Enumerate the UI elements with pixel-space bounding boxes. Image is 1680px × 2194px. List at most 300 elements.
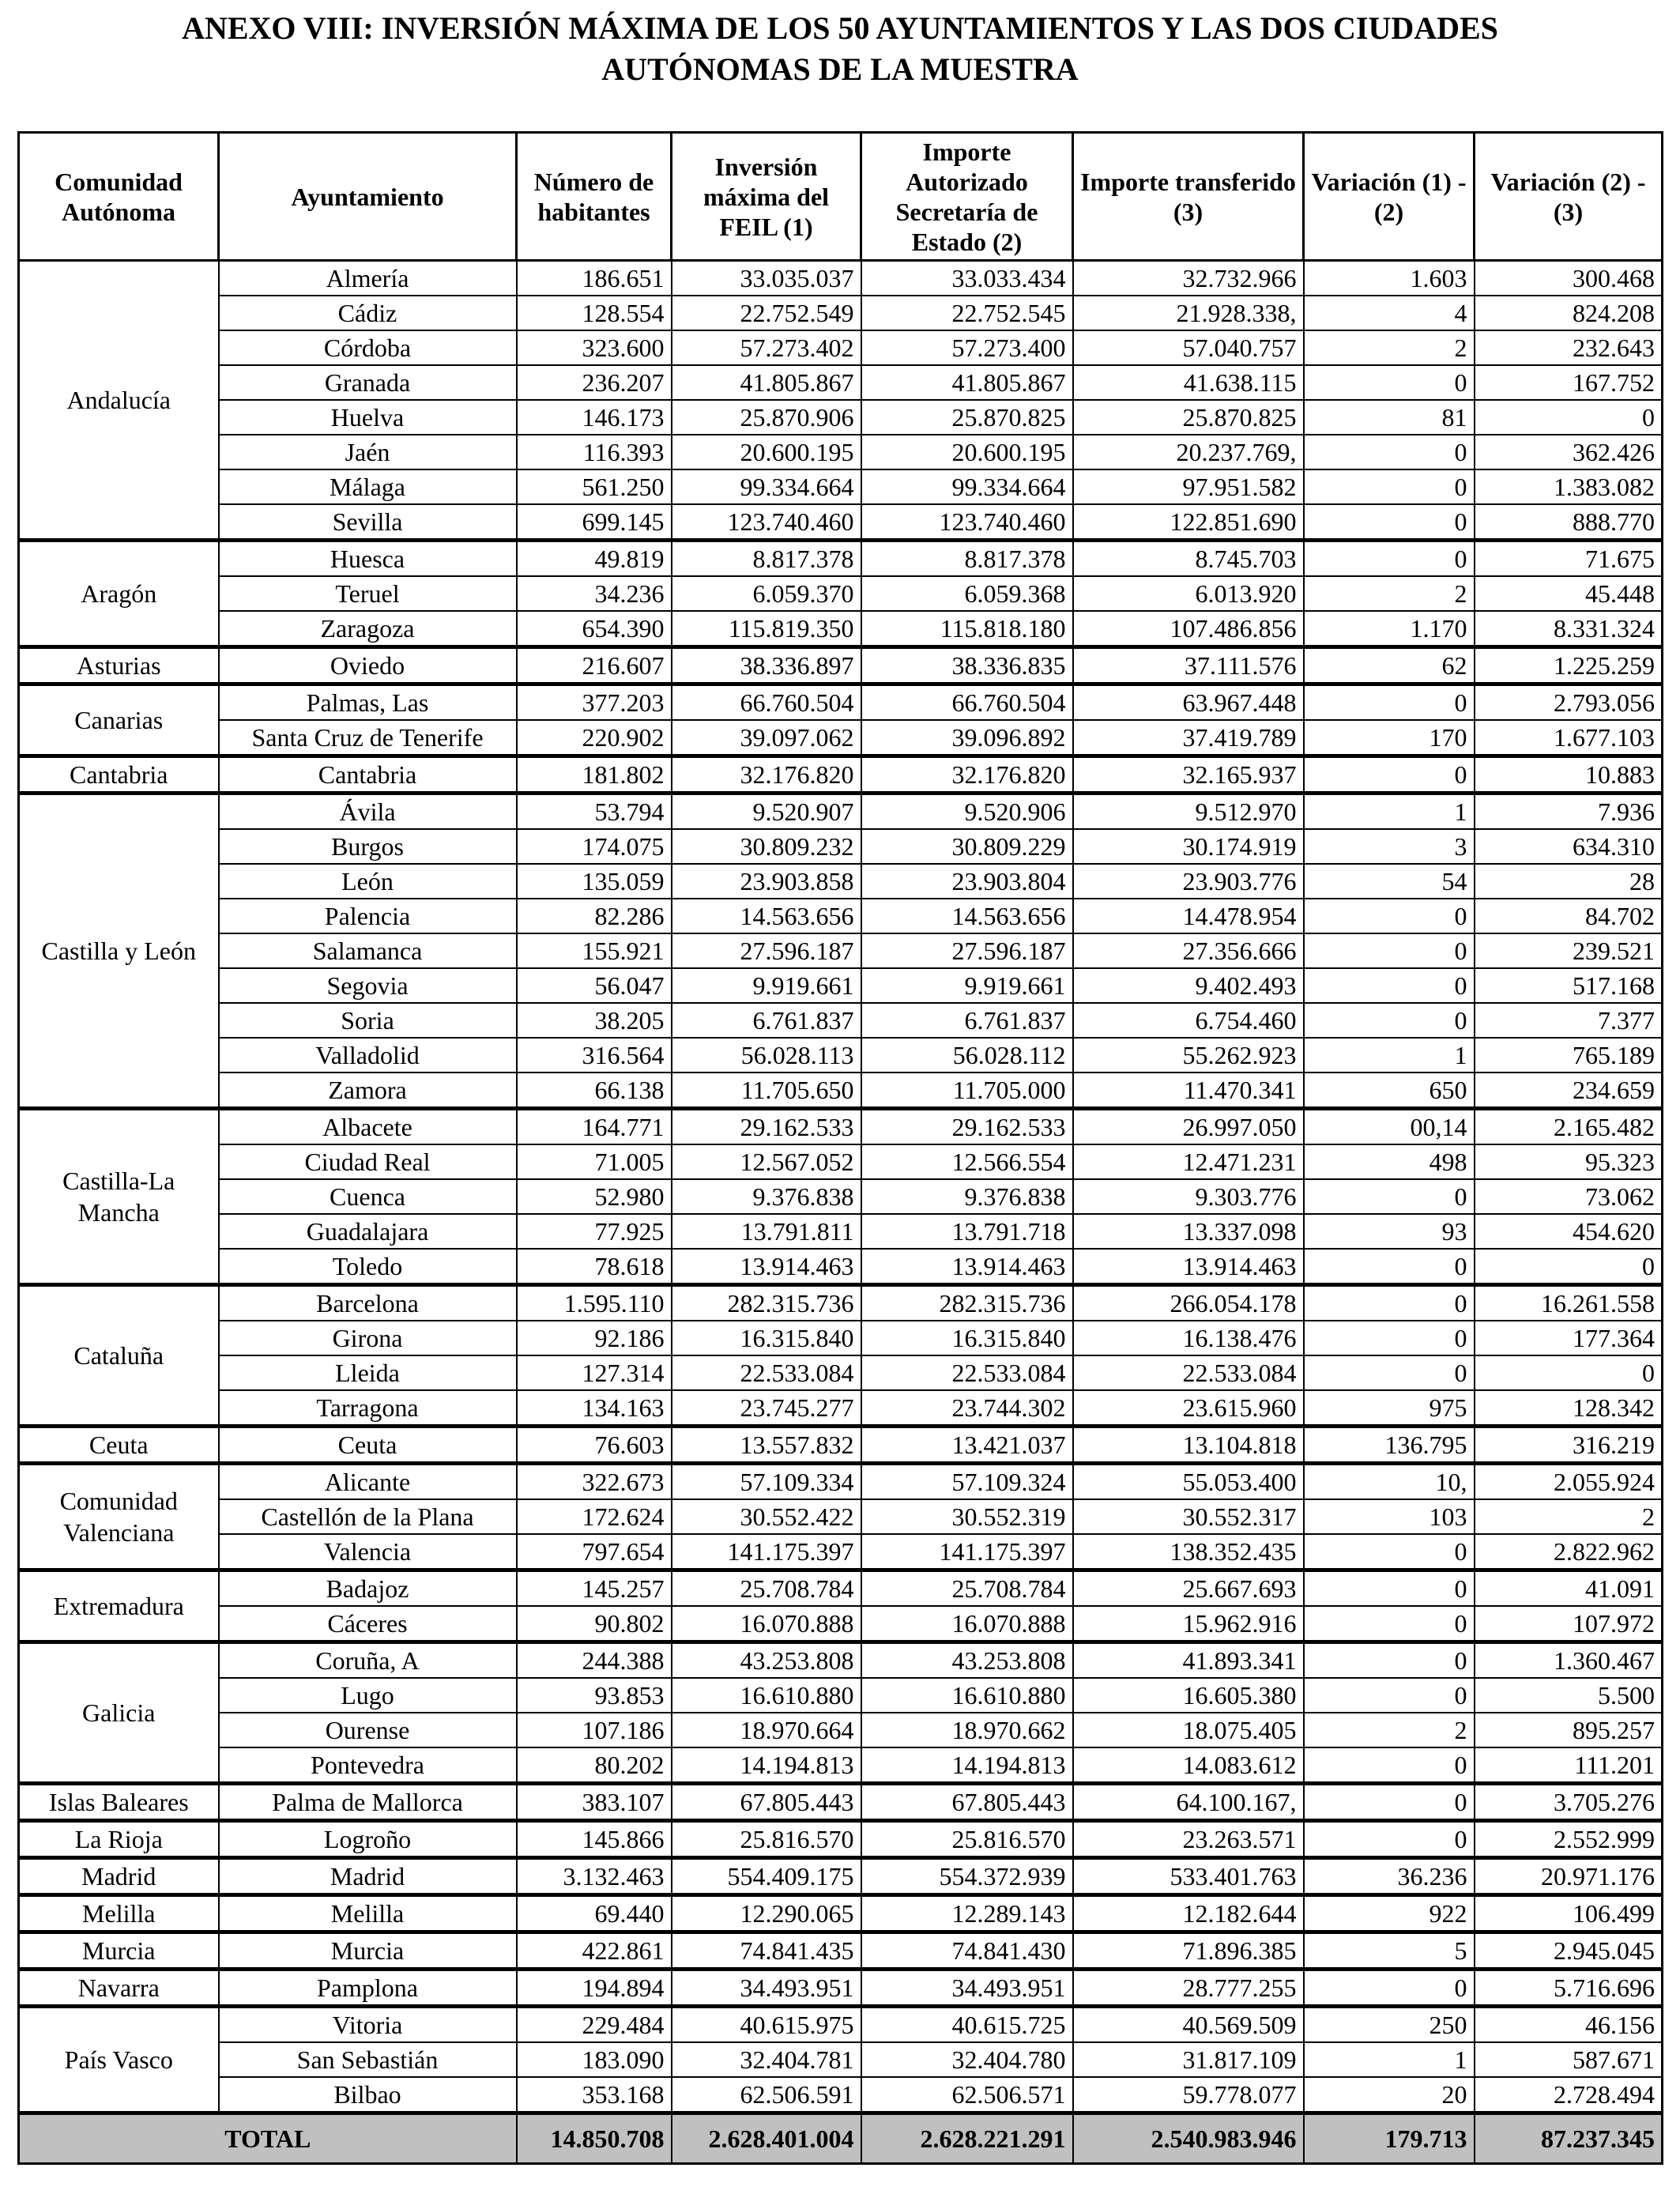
title-line-1: ANEXO VIII: INVERSIÓN MÁXIMA DE LOS 50 AYUNTAMIENTOS Y LAS DOS CIUDADES bbox=[182, 10, 1498, 46]
cell-habitantes: 229.484 bbox=[517, 2007, 672, 2043]
total-inversion: 2.628.401.004 bbox=[672, 2113, 861, 2164]
cell-comunidad: Castilla-La Mancha bbox=[19, 1109, 219, 1285]
cell-inversion: 123.740.460 bbox=[672, 504, 861, 541]
table-row bbox=[19, 1038, 1663, 1072]
cell-ayuntamiento: Córdoba bbox=[219, 330, 517, 365]
col-header-habitantes: Número de habitantes bbox=[517, 133, 672, 261]
cell-inversion: 12.567.052 bbox=[672, 1144, 861, 1179]
cell-ayuntamiento: Huelva bbox=[219, 400, 517, 435]
cell-variacion-2-3: 895.257 bbox=[1475, 1713, 1663, 1747]
cell-ayuntamiento: Palencia bbox=[219, 899, 517, 933]
cell-importe-autorizado: 23.903.804 bbox=[861, 864, 1073, 899]
cell-comunidad: Asturias bbox=[19, 647, 219, 684]
cell-importe-autorizado: 6.761.837 bbox=[861, 1003, 1073, 1038]
total-importe-autorizado: 2.628.221.291 bbox=[861, 2113, 1073, 2164]
table-row bbox=[19, 1179, 1663, 1214]
cell-habitantes: 194.894 bbox=[517, 1970, 672, 2007]
cell-habitantes: 316.564 bbox=[517, 1038, 672, 1072]
cell-variacion-2-3: 16.261.558 bbox=[1475, 1285, 1663, 1321]
cell-habitantes: 216.607 bbox=[517, 647, 672, 684]
cell-comunidad: Aragón bbox=[19, 541, 219, 647]
cell-habitantes: 145.866 bbox=[517, 1821, 672, 1858]
cell-variacion-2-3: 234.659 bbox=[1475, 1072, 1663, 1109]
table-row bbox=[19, 1821, 1663, 1858]
cell-variacion-2-3: 2.793.056 bbox=[1475, 684, 1663, 721]
cell-inversion: 9.919.661 bbox=[672, 968, 861, 1003]
cell-importe-transferido: 59.778.077 bbox=[1073, 2077, 1304, 2113]
cell-importe-transferido: 6.754.460 bbox=[1073, 1003, 1304, 1038]
cell-importe-transferido: 22.533.084 bbox=[1073, 1355, 1304, 1390]
cell-comunidad: Madrid bbox=[19, 1858, 219, 1895]
cell-inversion: 41.805.867 bbox=[672, 365, 861, 400]
table-row bbox=[19, 899, 1663, 933]
table-row bbox=[19, 647, 1663, 684]
cell-comunidad: Comunidad Valenciana bbox=[19, 1464, 219, 1570]
table-row bbox=[19, 1003, 1663, 1038]
cell-ayuntamiento: Palmas, Las bbox=[219, 684, 517, 721]
cell-comunidad: Cataluña bbox=[19, 1285, 219, 1427]
cell-ayuntamiento: Salamanca bbox=[219, 933, 517, 968]
table-row bbox=[19, 1642, 1663, 1679]
cell-importe-autorizado: 32.404.780 bbox=[861, 2042, 1073, 2077]
cell-importe-transferido: 9.402.493 bbox=[1073, 968, 1304, 1003]
cell-inversion: 34.493.951 bbox=[672, 1970, 861, 2007]
table-row bbox=[19, 864, 1663, 899]
cell-importe-transferido: 27.356.666 bbox=[1073, 933, 1304, 968]
cell-variacion-2-3: 95.323 bbox=[1475, 1144, 1663, 1179]
cell-importe-autorizado: 16.070.888 bbox=[861, 1606, 1073, 1642]
cell-importe-transferido: 64.100.167, bbox=[1073, 1784, 1304, 1821]
cell-variacion-2-3: 2.728.494 bbox=[1475, 2077, 1663, 2113]
cell-inversion: 25.870.906 bbox=[672, 400, 861, 435]
cell-importe-autorizado: 66.760.504 bbox=[861, 684, 1073, 721]
cell-variacion-1-2: 0 bbox=[1304, 1678, 1475, 1713]
cell-ayuntamiento: Ávila bbox=[219, 794, 517, 830]
cell-variacion-2-3: 300.468 bbox=[1475, 261, 1663, 296]
table-row bbox=[19, 541, 1663, 577]
table-row bbox=[19, 1214, 1663, 1249]
cell-variacion-2-3: 2.945.045 bbox=[1475, 1932, 1663, 1970]
cell-importe-autorizado: 99.334.664 bbox=[861, 469, 1073, 504]
cell-variacion-1-2: 0 bbox=[1304, 1355, 1475, 1390]
cell-ayuntamiento: Alicante bbox=[219, 1464, 517, 1500]
cell-importe-transferido: 12.182.644 bbox=[1073, 1895, 1304, 1932]
cell-ayuntamiento: Ciudad Real bbox=[219, 1144, 517, 1179]
cell-variacion-1-2: 0 bbox=[1304, 1249, 1475, 1285]
cell-importe-autorizado: 16.610.880 bbox=[861, 1678, 1073, 1713]
cell-habitantes: 383.107 bbox=[517, 1784, 672, 1821]
cell-ayuntamiento: Cádiz bbox=[219, 296, 517, 330]
cell-variacion-2-3: 84.702 bbox=[1475, 899, 1663, 933]
cell-ayuntamiento: Cáceres bbox=[219, 1606, 517, 1642]
cell-habitantes: 127.314 bbox=[517, 1355, 672, 1390]
cell-habitantes: 52.980 bbox=[517, 1179, 672, 1214]
table-row bbox=[19, 296, 1663, 330]
cell-variacion-2-3: 239.521 bbox=[1475, 933, 1663, 968]
cell-inversion: 23.745.277 bbox=[672, 1390, 861, 1427]
cell-variacion-2-3: 824.208 bbox=[1475, 296, 1663, 330]
cell-variacion-1-2: 10, bbox=[1304, 1464, 1475, 1500]
cell-importe-transferido: 71.896.385 bbox=[1073, 1932, 1304, 1970]
cell-importe-transferido: 25.870.825 bbox=[1073, 400, 1304, 435]
cell-variacion-2-3: 2.822.962 bbox=[1475, 1534, 1663, 1570]
cell-importe-autorizado: 33.033.434 bbox=[861, 261, 1073, 296]
cell-variacion-2-3: 20.971.176 bbox=[1475, 1858, 1663, 1895]
cell-importe-transferido: 107.486.856 bbox=[1073, 611, 1304, 647]
cell-variacion-1-2: 498 bbox=[1304, 1144, 1475, 1179]
cell-ayuntamiento: Segovia bbox=[219, 968, 517, 1003]
col-header-variacion-2-3: Variación (2) - (3) bbox=[1475, 133, 1663, 261]
cell-habitantes: 134.163 bbox=[517, 1390, 672, 1427]
cell-importe-autorizado: 29.162.533 bbox=[861, 1109, 1073, 1145]
cell-importe-autorizado: 22.752.545 bbox=[861, 296, 1073, 330]
cell-importe-autorizado: 9.376.838 bbox=[861, 1179, 1073, 1214]
cell-inversion: 13.557.832 bbox=[672, 1427, 861, 1464]
cell-comunidad: La Rioja bbox=[19, 1821, 219, 1858]
cell-habitantes: 155.921 bbox=[517, 933, 672, 968]
cell-inversion: 9.520.907 bbox=[672, 794, 861, 830]
cell-variacion-2-3: 2.165.482 bbox=[1475, 1109, 1663, 1145]
cell-variacion-2-3: 1.225.259 bbox=[1475, 647, 1663, 684]
cell-variacion-1-2: 0 bbox=[1304, 1534, 1475, 1570]
cell-importe-transferido: 21.928.338, bbox=[1073, 296, 1304, 330]
cell-importe-autorizado: 13.421.037 bbox=[861, 1427, 1073, 1464]
cell-variacion-1-2: 0 bbox=[1304, 933, 1475, 968]
table-row bbox=[19, 1932, 1663, 1970]
col-header-ayuntamiento: Ayuntamiento bbox=[219, 133, 517, 261]
cell-importe-autorizado: 115.818.180 bbox=[861, 611, 1073, 647]
cell-ayuntamiento: San Sebastián bbox=[219, 2042, 517, 2077]
cell-inversion: 32.404.781 bbox=[672, 2042, 861, 2077]
cell-habitantes: 128.554 bbox=[517, 296, 672, 330]
cell-importe-autorizado: 25.870.825 bbox=[861, 400, 1073, 435]
cell-variacion-2-3: 888.770 bbox=[1475, 504, 1663, 541]
cell-inversion: 115.819.350 bbox=[672, 611, 861, 647]
cell-ayuntamiento: Pontevedra bbox=[219, 1747, 517, 1784]
cell-variacion-2-3: 2.055.924 bbox=[1475, 1464, 1663, 1500]
cell-importe-transferido: 23.615.960 bbox=[1073, 1390, 1304, 1427]
cell-importe-autorizado: 62.506.571 bbox=[861, 2077, 1073, 2113]
cell-habitantes: 76.603 bbox=[517, 1427, 672, 1464]
cell-ayuntamiento: Ceuta bbox=[219, 1427, 517, 1464]
cell-importe-transferido: 41.638.115 bbox=[1073, 365, 1304, 400]
cell-importe-transferido: 16.605.380 bbox=[1073, 1678, 1304, 1713]
cell-importe-transferido: 31.817.109 bbox=[1073, 2042, 1304, 2077]
table-row bbox=[19, 365, 1663, 400]
cell-importe-autorizado: 11.705.000 bbox=[861, 1072, 1073, 1109]
cell-habitantes: 377.203 bbox=[517, 684, 672, 721]
cell-importe-autorizado: 8.817.378 bbox=[861, 541, 1073, 577]
cell-variacion-2-3: 1.677.103 bbox=[1475, 720, 1663, 756]
cell-importe-transferido: 266.054.178 bbox=[1073, 1285, 1304, 1321]
cell-importe-transferido: 12.471.231 bbox=[1073, 1144, 1304, 1179]
cell-variacion-1-2: 0 bbox=[1304, 435, 1475, 469]
cell-habitantes: 78.618 bbox=[517, 1249, 672, 1285]
cell-importe-transferido: 23.263.571 bbox=[1073, 1821, 1304, 1858]
cell-importe-autorizado: 6.059.368 bbox=[861, 576, 1073, 611]
cell-ayuntamiento: Ourense bbox=[219, 1713, 517, 1747]
table-row bbox=[19, 684, 1663, 721]
cell-inversion: 20.600.195 bbox=[672, 435, 861, 469]
cell-importe-transferido: 32.732.966 bbox=[1073, 261, 1304, 296]
cell-variacion-1-2: 0 bbox=[1304, 1784, 1475, 1821]
cell-variacion-2-3: 517.168 bbox=[1475, 968, 1663, 1003]
cell-variacion-2-3: 45.448 bbox=[1475, 576, 1663, 611]
table-row bbox=[19, 1144, 1663, 1179]
table-row bbox=[19, 756, 1663, 794]
cell-ayuntamiento: Almería bbox=[219, 261, 517, 296]
cell-ayuntamiento: Valencia bbox=[219, 1534, 517, 1570]
cell-habitantes: 92.186 bbox=[517, 1321, 672, 1355]
cell-variacion-1-2: 00,14 bbox=[1304, 1109, 1475, 1145]
cell-variacion-1-2: 0 bbox=[1304, 1642, 1475, 1679]
cell-habitantes: 654.390 bbox=[517, 611, 672, 647]
cell-variacion-1-2: 0 bbox=[1304, 1321, 1475, 1355]
table-row bbox=[19, 968, 1663, 1003]
cell-importe-transferido: 37.419.789 bbox=[1073, 720, 1304, 756]
cell-variacion-1-2: 650 bbox=[1304, 1072, 1475, 1109]
cell-importe-autorizado: 12.566.554 bbox=[861, 1144, 1073, 1179]
cell-comunidad: Castilla y León bbox=[19, 794, 219, 1109]
cell-importe-autorizado: 22.533.084 bbox=[861, 1355, 1073, 1390]
cell-habitantes: 236.207 bbox=[517, 365, 672, 400]
table-row bbox=[19, 2077, 1663, 2113]
cell-ayuntamiento: Sevilla bbox=[219, 504, 517, 541]
cell-variacion-1-2: 0 bbox=[1304, 684, 1475, 721]
cell-variacion-1-2: 1.170 bbox=[1304, 611, 1475, 647]
cell-variacion-2-3: 5.500 bbox=[1475, 1678, 1663, 1713]
total-habitantes: 14.850.708 bbox=[517, 2113, 672, 2164]
cell-inversion: 141.175.397 bbox=[672, 1534, 861, 1570]
cell-comunidad: Cantabria bbox=[19, 756, 219, 794]
cell-importe-autorizado: 74.841.430 bbox=[861, 1932, 1073, 1970]
table-row bbox=[19, 1109, 1663, 1145]
cell-importe-autorizado: 14.563.656 bbox=[861, 899, 1073, 933]
cell-importe-transferido: 15.962.916 bbox=[1073, 1606, 1304, 1642]
cell-variacion-2-3: 8.331.324 bbox=[1475, 611, 1663, 647]
table-row bbox=[19, 794, 1663, 830]
cell-importe-transferido: 37.111.576 bbox=[1073, 647, 1304, 684]
total-variacion-1-2: 179.713 bbox=[1304, 2113, 1475, 2164]
cell-inversion: 16.315.840 bbox=[672, 1321, 861, 1355]
cell-importe-transferido: 11.470.341 bbox=[1073, 1072, 1304, 1109]
table-row bbox=[19, 1895, 1663, 1932]
cell-variacion-1-2: 0 bbox=[1304, 968, 1475, 1003]
cell-importe-autorizado: 34.493.951 bbox=[861, 1970, 1073, 2007]
cell-inversion: 6.059.370 bbox=[672, 576, 861, 611]
cell-inversion: 57.273.402 bbox=[672, 330, 861, 365]
cell-ayuntamiento: Coruña, A bbox=[219, 1642, 517, 1679]
table-row bbox=[19, 261, 1663, 296]
col-header-importe-autorizado: Importe Autorizado Secretaría de Estado (2) bbox=[861, 133, 1073, 261]
cell-variacion-1-2: 0 bbox=[1304, 504, 1475, 541]
cell-importe-autorizado: 14.194.813 bbox=[861, 1747, 1073, 1784]
cell-inversion: 554.409.175 bbox=[672, 1858, 861, 1895]
cell-importe-autorizado: 40.615.725 bbox=[861, 2007, 1073, 2043]
table-row bbox=[19, 435, 1663, 469]
cell-variacion-1-2: 0 bbox=[1304, 469, 1475, 504]
cell-ayuntamiento: Melilla bbox=[219, 1895, 517, 1932]
cell-variacion-1-2: 0 bbox=[1304, 1179, 1475, 1214]
cell-inversion: 27.596.187 bbox=[672, 933, 861, 968]
cell-inversion: 13.791.811 bbox=[672, 1214, 861, 1249]
table-row bbox=[19, 1678, 1663, 1713]
cell-variacion-2-3: 454.620 bbox=[1475, 1214, 1663, 1249]
cell-habitantes: 164.771 bbox=[517, 1109, 672, 1145]
cell-variacion-2-3: 0 bbox=[1475, 1355, 1663, 1390]
table-row bbox=[19, 1285, 1663, 1321]
cell-importe-transferido: 8.745.703 bbox=[1073, 541, 1304, 577]
cell-inversion: 99.334.664 bbox=[672, 469, 861, 504]
cell-importe-transferido: 25.667.693 bbox=[1073, 1570, 1304, 1607]
cell-comunidad: Islas Baleares bbox=[19, 1784, 219, 1821]
cell-variacion-2-3: 7.936 bbox=[1475, 794, 1663, 830]
cell-inversion: 25.708.784 bbox=[672, 1570, 861, 1607]
cell-variacion-1-2: 4 bbox=[1304, 296, 1475, 330]
cell-importe-transferido: 40.569.509 bbox=[1073, 2007, 1304, 2043]
cell-importe-autorizado: 554.372.939 bbox=[861, 1858, 1073, 1895]
col-header-importe-transferido: Importe transferido (3) bbox=[1073, 133, 1304, 261]
cell-inversion: 62.506.591 bbox=[672, 2077, 861, 2113]
cell-ayuntamiento: Cantabria bbox=[219, 756, 517, 794]
table-row bbox=[19, 1249, 1663, 1285]
cell-variacion-1-2: 103 bbox=[1304, 1499, 1475, 1534]
cell-variacion-1-2: 54 bbox=[1304, 864, 1475, 899]
cell-inversion: 66.760.504 bbox=[672, 684, 861, 721]
cell-inversion: 67.805.443 bbox=[672, 1784, 861, 1821]
cell-variacion-2-3: 1.383.082 bbox=[1475, 469, 1663, 504]
cell-importe-autorizado: 16.315.840 bbox=[861, 1321, 1073, 1355]
cell-ayuntamiento: Logroño bbox=[219, 1821, 517, 1858]
table-row bbox=[19, 611, 1663, 647]
table-row bbox=[19, 2042, 1663, 2077]
cell-variacion-2-3: 10.883 bbox=[1475, 756, 1663, 794]
cell-importe-autorizado: 57.273.400 bbox=[861, 330, 1073, 365]
cell-importe-autorizado: 30.552.319 bbox=[861, 1499, 1073, 1534]
cell-importe-autorizado: 12.289.143 bbox=[861, 1895, 1073, 1932]
table-row bbox=[19, 829, 1663, 864]
cell-importe-transferido: 63.967.448 bbox=[1073, 684, 1304, 721]
cell-habitantes: 82.286 bbox=[517, 899, 672, 933]
cell-variacion-1-2: 0 bbox=[1304, 1970, 1475, 2007]
cell-ayuntamiento: Zamora bbox=[219, 1072, 517, 1109]
cell-inversion: 30.552.422 bbox=[672, 1499, 861, 1534]
cell-variacion-2-3: 2.552.999 bbox=[1475, 1821, 1663, 1858]
cell-variacion-2-3: 3.705.276 bbox=[1475, 1784, 1663, 1821]
col-header-comunidad: Comunidad Autónoma bbox=[19, 133, 219, 261]
cell-variacion-2-3: 2 bbox=[1475, 1499, 1663, 1534]
cell-variacion-1-2: 3 bbox=[1304, 829, 1475, 864]
cell-inversion: 18.970.664 bbox=[672, 1713, 861, 1747]
cell-variacion-1-2: 250 bbox=[1304, 2007, 1475, 2043]
cell-variacion-2-3: 1.360.467 bbox=[1475, 1642, 1663, 1679]
cell-comunidad: Melilla bbox=[19, 1895, 219, 1932]
cell-importe-transferido: 533.401.763 bbox=[1073, 1858, 1304, 1895]
table-row bbox=[19, 933, 1663, 968]
cell-habitantes: 323.600 bbox=[517, 330, 672, 365]
cell-variacion-2-3: 634.310 bbox=[1475, 829, 1663, 864]
total-label: TOTAL bbox=[19, 2113, 517, 2164]
cell-habitantes: 699.145 bbox=[517, 504, 672, 541]
cell-habitantes: 183.090 bbox=[517, 2042, 672, 2077]
cell-importe-transferido: 55.262.923 bbox=[1073, 1038, 1304, 1072]
cell-importe-autorizado: 9.919.661 bbox=[861, 968, 1073, 1003]
cell-variacion-2-3: 7.377 bbox=[1475, 1003, 1663, 1038]
table-row bbox=[19, 1713, 1663, 1747]
cell-ayuntamiento: Teruel bbox=[219, 576, 517, 611]
cell-inversion: 40.615.975 bbox=[672, 2007, 861, 2043]
cell-importe-transferido: 41.893.341 bbox=[1073, 1642, 1304, 1679]
cell-ayuntamiento: León bbox=[219, 864, 517, 899]
cell-ayuntamiento: Soria bbox=[219, 1003, 517, 1038]
cell-variacion-1-2: 1 bbox=[1304, 794, 1475, 830]
table-row bbox=[19, 469, 1663, 504]
cell-variacion-2-3: 128.342 bbox=[1475, 1390, 1663, 1427]
cell-importe-transferido: 138.352.435 bbox=[1073, 1534, 1304, 1570]
cell-variacion-2-3: 0 bbox=[1475, 1249, 1663, 1285]
cell-variacion-1-2: 0 bbox=[1304, 1747, 1475, 1784]
cell-habitantes: 93.853 bbox=[517, 1678, 672, 1713]
cell-variacion-1-2: 1 bbox=[1304, 1038, 1475, 1072]
table-row bbox=[19, 1858, 1663, 1895]
table-row bbox=[19, 1427, 1663, 1464]
cell-variacion-1-2: 1 bbox=[1304, 2042, 1475, 2077]
cell-inversion: 16.070.888 bbox=[672, 1606, 861, 1642]
cell-variacion-2-3: 46.156 bbox=[1475, 2007, 1663, 2043]
cell-ayuntamiento: Huesca bbox=[219, 541, 517, 577]
cell-ayuntamiento: Palma de Mallorca bbox=[219, 1784, 517, 1821]
cell-inversion: 9.376.838 bbox=[672, 1179, 861, 1214]
table-row bbox=[19, 1072, 1663, 1109]
cell-inversion: 22.752.549 bbox=[672, 296, 861, 330]
total-row bbox=[19, 2113, 1663, 2164]
cell-importe-transferido: 14.478.954 bbox=[1073, 899, 1304, 933]
cell-habitantes: 353.168 bbox=[517, 2077, 672, 2113]
cell-importe-autorizado: 9.520.906 bbox=[861, 794, 1073, 830]
cell-habitantes: 3.132.463 bbox=[517, 1858, 672, 1895]
cell-inversion: 38.336.897 bbox=[672, 647, 861, 684]
col-header-variacion-1-2: Variación (1) - (2) bbox=[1304, 133, 1475, 261]
cell-habitantes: 38.205 bbox=[517, 1003, 672, 1038]
cell-habitantes: 322.673 bbox=[517, 1464, 672, 1500]
cell-variacion-1-2: 0 bbox=[1304, 899, 1475, 933]
cell-ayuntamiento: Cuenca bbox=[219, 1179, 517, 1214]
table-row bbox=[19, 504, 1663, 541]
cell-ayuntamiento: Bilbao bbox=[219, 2077, 517, 2113]
cell-habitantes: 34.236 bbox=[517, 576, 672, 611]
cell-inversion: 32.176.820 bbox=[672, 756, 861, 794]
cell-inversion: 22.533.084 bbox=[672, 1355, 861, 1390]
cell-variacion-2-3: 71.675 bbox=[1475, 541, 1663, 577]
cell-habitantes: 172.624 bbox=[517, 1499, 672, 1534]
cell-variacion-2-3: 28 bbox=[1475, 864, 1663, 899]
cell-importe-autorizado: 32.176.820 bbox=[861, 756, 1073, 794]
cell-comunidad: Ceuta bbox=[19, 1427, 219, 1464]
cell-importe-transferido: 57.040.757 bbox=[1073, 330, 1304, 365]
cell-habitantes: 1.595.110 bbox=[517, 1285, 672, 1321]
cell-inversion: 43.253.808 bbox=[672, 1642, 861, 1679]
cell-variacion-1-2: 0 bbox=[1304, 756, 1475, 794]
cell-importe-transferido: 13.104.818 bbox=[1073, 1427, 1304, 1464]
cell-ayuntamiento: Jaén bbox=[219, 435, 517, 469]
cell-importe-transferido: 32.165.937 bbox=[1073, 756, 1304, 794]
cell-inversion: 14.194.813 bbox=[672, 1747, 861, 1784]
cell-ayuntamiento: Lleida bbox=[219, 1355, 517, 1390]
cell-importe-transferido: 30.552.317 bbox=[1073, 1499, 1304, 1534]
cell-variacion-2-3: 177.364 bbox=[1475, 1321, 1663, 1355]
table-row bbox=[19, 1390, 1663, 1427]
cell-comunidad: Extremadura bbox=[19, 1570, 219, 1642]
